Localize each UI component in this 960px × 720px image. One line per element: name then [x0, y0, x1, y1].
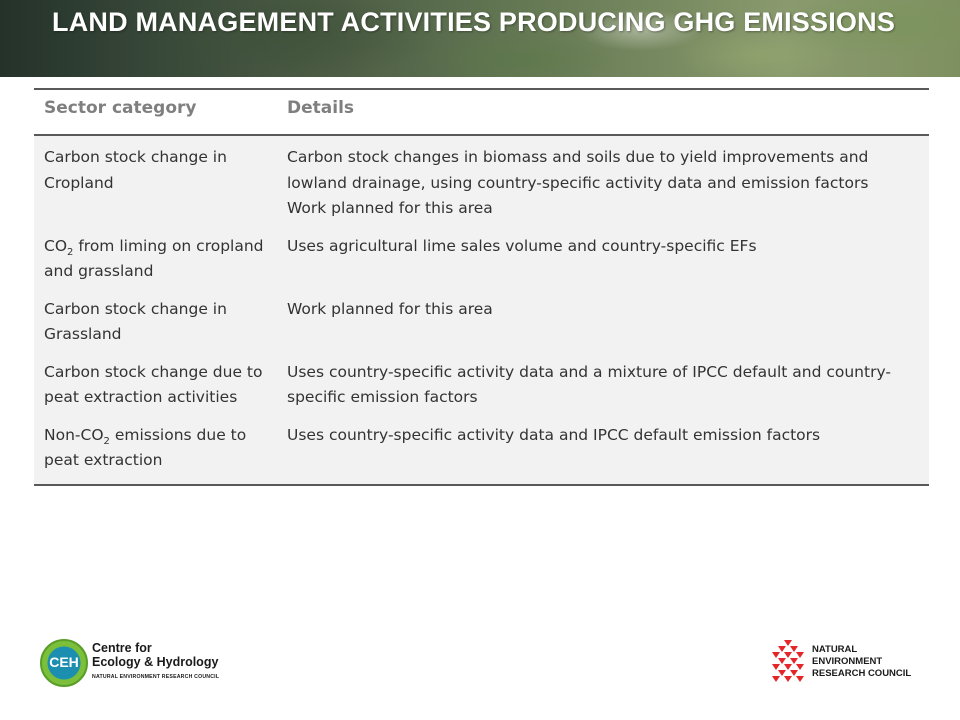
ceh-name — [92, 641, 218, 669]
sector-cell — [34, 417, 277, 485]
details-cell — [277, 135, 929, 228]
sector-cell — [34, 135, 277, 228]
table-row — [34, 228, 929, 291]
emissions-table-container — [34, 88, 929, 486]
table-row — [34, 135, 929, 228]
ceh-name-line2: Ecology & Hydrology — [92, 655, 219, 669]
table-row — [34, 354, 929, 417]
details-text: Uses agricultural lime sales volume and country-specific EFs — [287, 236, 757, 255]
details-text: Uses country-specific activity data and IPCC default emission factors — [287, 425, 821, 444]
nerc-emblem-icon — [772, 640, 806, 686]
ceh-name-line1: Centre for — [92, 641, 152, 655]
subscript: 2 — [67, 246, 74, 258]
ceh-emblem-icon — [40, 639, 88, 687]
subscript: 2 — [103, 435, 110, 447]
sector-text-part: CO — [44, 236, 68, 255]
sector-cell — [34, 354, 277, 417]
table-row — [34, 417, 929, 485]
nerc-name — [812, 644, 911, 680]
details-text: Work planned for this area — [287, 199, 493, 217]
sector-text-part: emissions due to peat extraction — [44, 425, 247, 469]
details-text: Carbon stock changes in biomass and soils due to yield improvements and lowland drainage, using country-specific activity data and emission factors — [287, 148, 869, 192]
emissions-table — [34, 88, 929, 486]
sector-cell — [34, 291, 277, 354]
table-row — [34, 291, 929, 354]
ceh-subtitle: NATURAL ENVIRONMENT RESEARCH COUNCIL — [92, 674, 220, 680]
details-cell — [277, 417, 929, 485]
details-text: Work planned for this area — [287, 299, 493, 318]
column-header-sector: Sector category — [34, 89, 277, 135]
page-title: LAND MANAGEMENT ACTIVITIES PRODUCING GHG EMISSIONS — [52, 7, 896, 37]
nerc-name-line1: NATURAL — [812, 644, 858, 655]
sector-text-part: from liming on cropland and grassland — [44, 236, 264, 280]
sector-text: Carbon stock change in Grassland — [44, 299, 227, 343]
ceh-logo — [40, 639, 240, 687]
header-banner — [0, 0, 960, 77]
details-cell — [277, 354, 929, 417]
ceh-emblem-text: CEH — [49, 654, 79, 670]
table-header-row — [34, 89, 929, 135]
nerc-logo — [770, 640, 930, 688]
nerc-name-line2: ENVIRONMENT — [812, 656, 883, 667]
sector-text: Carbon stock change in Cropland — [44, 148, 227, 192]
details-cell — [277, 228, 929, 291]
sector-cell — [34, 228, 277, 291]
column-header-details: Details — [277, 89, 929, 135]
details-text: Uses country-specific activity data and a mixture of IPCC default and country-specific emission factors — [287, 362, 891, 406]
sector-text: Carbon stock change due to peat extraction activities — [44, 362, 263, 406]
details-cell — [277, 291, 929, 354]
sector-text-part: Non-CO — [44, 425, 104, 444]
nerc-name-line3: RESEARCH COUNCIL — [812, 668, 912, 679]
